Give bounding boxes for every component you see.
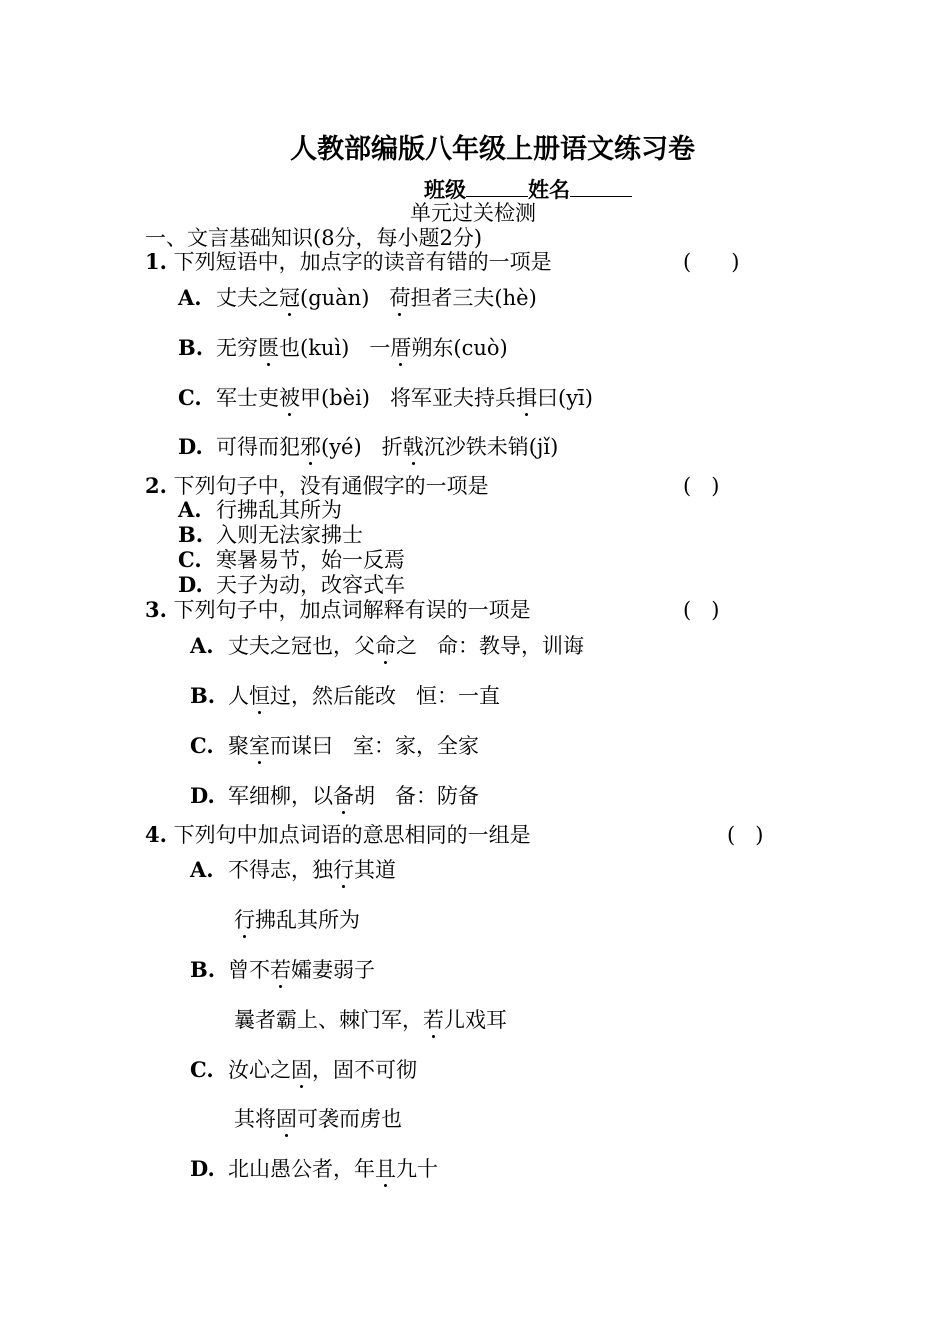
dotted-char: 且 <box>375 1157 396 1181</box>
option-label: D. <box>190 783 215 808</box>
dotted-char: 冠 <box>279 286 300 310</box>
dotted-char: 若 <box>423 1008 444 1032</box>
option-label: A. <box>178 285 202 310</box>
option-3a: A. 丈夫之冠也，父命之 命：教导，训诲 <box>190 633 585 658</box>
dotted-char: 恒 <box>249 684 270 708</box>
question-text: 下列句中加点词语的意思相同的一组是 <box>173 823 531 847</box>
option-label: A. <box>190 633 214 658</box>
option-label: C. <box>190 1057 214 1082</box>
question-1-stem <box>145 249 552 275</box>
answer-paren: ( ) <box>683 598 720 622</box>
class-label: 班级 <box>424 177 466 202</box>
option-label: C. <box>178 547 202 572</box>
question-3-stem <box>145 597 531 623</box>
option-label: B. <box>178 335 204 360</box>
dotted-char: 揖 <box>516 386 537 410</box>
option-label: B. <box>190 957 216 982</box>
question-4-stem <box>145 822 531 848</box>
dotted-char: 行 <box>333 858 354 882</box>
question-text: 下列句子中，加点词解释有误的一项是 <box>173 598 531 622</box>
option-1b: B. 无穷匮也(kuì) 一厝朔东(cuò) <box>178 335 508 360</box>
option-label: B. <box>178 522 204 547</box>
option-label: C. <box>178 385 202 410</box>
dotted-char: 荷 <box>389 286 411 310</box>
name-label: 姓名 <box>528 177 570 202</box>
answer-paren: ( ) <box>683 250 740 274</box>
option-2a: A. 行拂乱其所为 <box>178 497 342 522</box>
option-4b-line2: 曩者霸上、棘门军，若儿戏耳 <box>234 1008 507 1032</box>
dotted-char: 厝 <box>390 336 412 360</box>
question-number: 3. <box>145 597 167 622</box>
answer-paren: ( ) <box>727 823 764 847</box>
dotted-char: 固 <box>276 1107 297 1131</box>
option-label: B. <box>190 683 216 708</box>
dotted-char: 行 <box>234 908 255 932</box>
option-4a-line2: 行拂乱其所为 <box>234 908 360 932</box>
answer-paren: ( ) <box>683 474 720 498</box>
option-2b: B. 入则无法家拂士 <box>178 522 363 547</box>
option-4b-line1: B. 曾不若孀妻弱子 <box>190 957 375 982</box>
page-subtitle: 单元过关检测 <box>410 201 536 225</box>
dotted-char: 命 <box>375 634 396 658</box>
page-title: 人教部编版八年级上册语文练习卷 <box>290 134 695 165</box>
option-3c: C. 聚室而谋曰 室：家，全家 <box>190 733 480 758</box>
option-4d-line1: D. 北山愚公者，年且九十 <box>190 1156 438 1181</box>
option-1d: D. 可得而犯邪(yé) 折戟沉沙铁未销(jǐ) <box>178 434 559 459</box>
option-label: D. <box>190 1156 215 1181</box>
question-text: 下列短语中，加点字的读音有错的一项是 <box>173 250 552 274</box>
option-label: D. <box>178 572 203 597</box>
option-4c-line2: 其将固可袭而虏也 <box>234 1107 402 1131</box>
option-2d: D. 天子为动，改容式车 <box>178 572 405 597</box>
section-heading: 一、文言基础知识(8分，每小题2分) <box>145 226 483 250</box>
option-3b: B. 人恒过，然后能改 恒：一直 <box>190 683 501 708</box>
option-2c: C. 寒暑易节，始一反焉 <box>178 547 405 572</box>
dotted-char: 固 <box>291 1058 312 1082</box>
dotted-char: 邪 <box>300 435 321 459</box>
option-label: A. <box>178 497 202 522</box>
dotted-char: 戟 <box>402 435 424 459</box>
dotted-char: 若 <box>270 958 291 982</box>
option-1a: A. 丈夫之冠(guàn) 荷担者三夫(hè) <box>178 285 537 310</box>
class-blank <box>466 176 528 197</box>
dotted-char: 匮 <box>258 336 279 360</box>
option-label: D. <box>178 434 203 459</box>
option-4c-line1: C. 汝心之固，固不可彻 <box>190 1057 417 1082</box>
dotted-char: 室 <box>249 734 270 758</box>
question-2-stem <box>145 473 489 499</box>
dotted-char: 被 <box>279 386 300 410</box>
class-name-line <box>424 176 632 203</box>
option-1c: C. 军士吏被甲(bèi) 将军亚夫持兵揖曰(yī) <box>178 385 593 410</box>
question-number: 2. <box>145 473 167 498</box>
question-number: 1. <box>145 249 167 274</box>
option-label: C. <box>190 733 214 758</box>
option-3d: D. 军细柳，以备胡 备：防备 <box>190 783 480 808</box>
option-label: A. <box>190 857 214 882</box>
name-blank <box>570 176 632 197</box>
question-text: 下列句子中，没有通假字的一项是 <box>173 474 489 498</box>
option-4a-line1: A. 不得志，独行其道 <box>190 857 396 882</box>
dotted-char: 备 <box>333 784 354 808</box>
question-number: 4. <box>145 822 167 847</box>
